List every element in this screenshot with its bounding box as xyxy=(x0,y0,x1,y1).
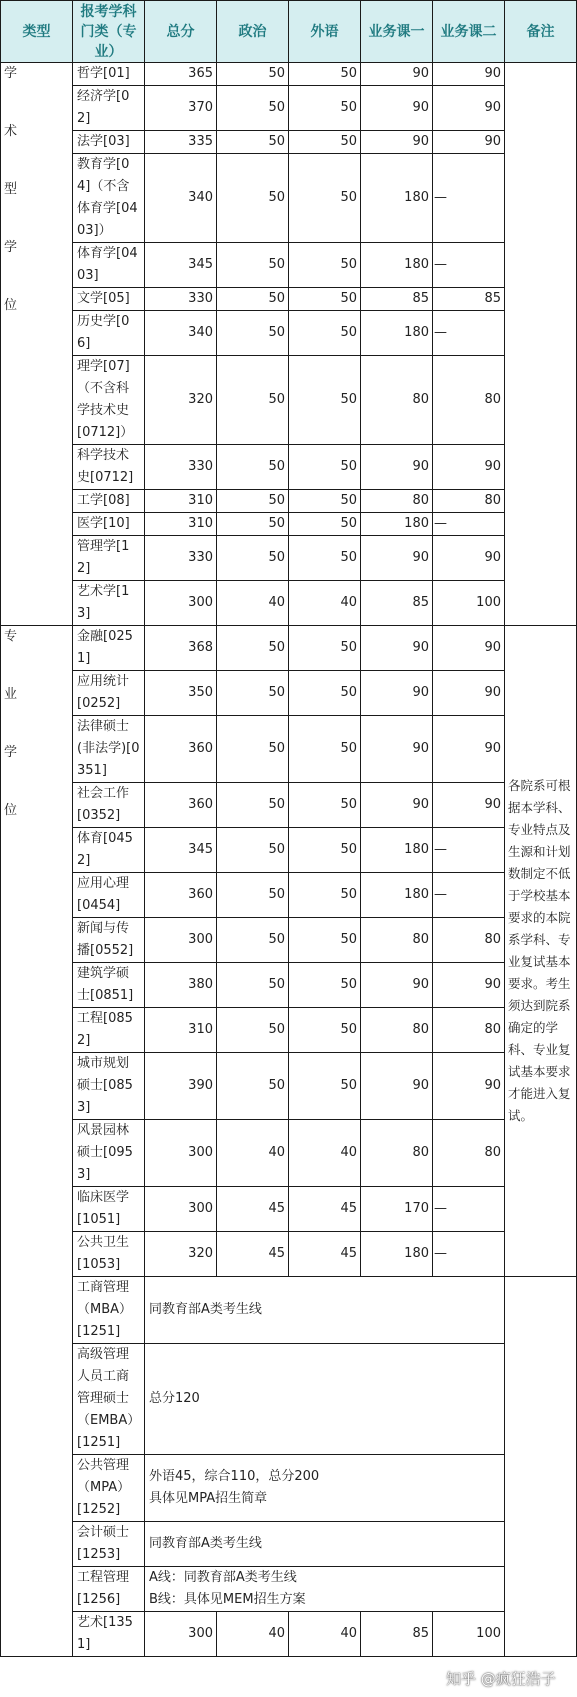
table-row xyxy=(1,131,577,154)
language-cell: 50 xyxy=(289,918,361,963)
type-char: 型 xyxy=(4,182,18,197)
politics-cell: 50 xyxy=(217,154,289,243)
course2-cell: — xyxy=(433,873,505,918)
course2-cell: — xyxy=(433,513,505,536)
course2-cell: — xyxy=(433,243,505,288)
subject-cell: 新闻与传播[0552] xyxy=(73,918,145,963)
course2-cell: 90 xyxy=(433,783,505,828)
course2-cell: 90 xyxy=(433,445,505,490)
table-row xyxy=(1,581,577,626)
course2-cell: 90 xyxy=(433,86,505,131)
language-cell: 50 xyxy=(289,154,361,243)
type-char: 学 xyxy=(4,240,18,255)
course1-cell: 90 xyxy=(361,63,433,86)
course2-cell: 90 xyxy=(433,131,505,154)
course1-cell: 80 xyxy=(361,356,433,445)
total-cell: 365 xyxy=(145,63,217,86)
subject-cell: 艺术[1351] xyxy=(73,1612,145,1657)
politics-cell: 50 xyxy=(217,918,289,963)
total-cell: 310 xyxy=(145,513,217,536)
politics-cell: 50 xyxy=(217,131,289,154)
total-cell: 310 xyxy=(145,490,217,513)
type-cell-professional xyxy=(1,626,73,1657)
remark-empty-cell xyxy=(505,1277,577,1657)
type-cell-academic xyxy=(1,63,73,626)
table-row xyxy=(1,536,577,581)
subject-cell: 理学[07]（不含科学技术史[0712]） xyxy=(73,356,145,445)
language-cell: 40 xyxy=(289,1120,361,1187)
table-row xyxy=(1,1232,577,1277)
language-cell: 40 xyxy=(289,581,361,626)
table-row xyxy=(1,86,577,131)
course2-cell: — xyxy=(433,1187,505,1232)
language-cell: 50 xyxy=(289,626,361,671)
course2-cell: 90 xyxy=(433,716,505,783)
course2-cell: 90 xyxy=(433,1053,505,1120)
politics-cell: 50 xyxy=(217,445,289,490)
table-row xyxy=(1,356,577,445)
language-cell: 50 xyxy=(289,311,361,356)
header-course1: 业务课一 xyxy=(361,1,433,63)
subject-cell: 工程管理[1256] xyxy=(73,1567,145,1612)
total-cell: 300 xyxy=(145,1187,217,1232)
table-row xyxy=(1,243,577,288)
language-cell: 45 xyxy=(289,1232,361,1277)
politics-cell: 40 xyxy=(217,1612,289,1657)
course1-cell: 180 xyxy=(361,243,433,288)
subject-cell: 哲学[01] xyxy=(73,63,145,86)
language-cell: 50 xyxy=(289,716,361,783)
course2-cell: — xyxy=(433,1232,505,1277)
politics-cell: 50 xyxy=(217,783,289,828)
politics-cell: 45 xyxy=(217,1232,289,1277)
language-cell: 50 xyxy=(289,490,361,513)
politics-cell: 50 xyxy=(217,1053,289,1120)
table-row xyxy=(1,1008,577,1053)
header-type: 类型 xyxy=(1,1,73,63)
course2-cell: 85 xyxy=(433,288,505,311)
course2-cell: 100 xyxy=(433,1612,505,1657)
table-row xyxy=(1,1053,577,1120)
header-politics: 政治 xyxy=(217,1,289,63)
course2-cell: 90 xyxy=(433,536,505,581)
course1-cell: 180 xyxy=(361,828,433,873)
course1-cell: 180 xyxy=(361,154,433,243)
subject-cell: 公共管理（MPA）[1252] xyxy=(73,1455,145,1522)
politics-cell: 50 xyxy=(217,716,289,783)
table-row xyxy=(1,490,577,513)
watermark: 知乎 @疯狂浩子 xyxy=(446,1670,556,1688)
course1-cell: 90 xyxy=(361,626,433,671)
course1-cell: 90 xyxy=(361,445,433,490)
total-cell: 335 xyxy=(145,131,217,154)
subject-cell: 风景园林硕士[0953] xyxy=(73,1120,145,1187)
language-cell: 50 xyxy=(289,873,361,918)
course2-cell: 80 xyxy=(433,1008,505,1053)
subject-cell: 金融[0251] xyxy=(73,626,145,671)
politics-cell: 50 xyxy=(217,490,289,513)
course1-cell: 80 xyxy=(361,1008,433,1053)
language-cell: 50 xyxy=(289,131,361,154)
table-row xyxy=(1,288,577,311)
type-char: 学 xyxy=(4,66,18,81)
language-cell: 50 xyxy=(289,1053,361,1120)
total-cell: 340 xyxy=(145,311,217,356)
table-row xyxy=(1,1344,577,1455)
total-cell: 350 xyxy=(145,671,217,716)
course2-cell: — xyxy=(433,828,505,873)
header-row xyxy=(1,1,577,63)
type-char: 业 xyxy=(4,687,18,702)
language-cell: 40 xyxy=(289,1612,361,1657)
language-cell: 50 xyxy=(289,513,361,536)
course1-cell: 80 xyxy=(361,490,433,513)
politics-cell: 50 xyxy=(217,536,289,581)
table-row xyxy=(1,783,577,828)
course1-cell: 90 xyxy=(361,1053,433,1120)
course1-cell: 80 xyxy=(361,918,433,963)
total-cell: 390 xyxy=(145,1053,217,1120)
total-cell: 330 xyxy=(145,445,217,490)
language-cell: 50 xyxy=(289,63,361,86)
course1-cell: 85 xyxy=(361,581,433,626)
subject-cell: 会计硕士[1253] xyxy=(73,1522,145,1567)
total-cell: 340 xyxy=(145,154,217,243)
header-total: 总分 xyxy=(145,1,217,63)
table-row xyxy=(1,445,577,490)
course1-cell: 90 xyxy=(361,716,433,783)
politics-cell: 50 xyxy=(217,311,289,356)
course1-cell: 80 xyxy=(361,1120,433,1187)
politics-cell: 50 xyxy=(217,828,289,873)
combined-requirement-cell xyxy=(145,1277,505,1344)
table-row xyxy=(1,513,577,536)
table-row xyxy=(1,626,577,671)
language-cell: 50 xyxy=(289,828,361,873)
course1-cell: 180 xyxy=(361,513,433,536)
table-row xyxy=(1,1522,577,1567)
course1-cell: 85 xyxy=(361,288,433,311)
header-course2: 业务课二 xyxy=(433,1,505,63)
subject-cell: 经济学[02] xyxy=(73,86,145,131)
subject-cell: 临床医学[1051] xyxy=(73,1187,145,1232)
course1-cell: 90 xyxy=(361,86,433,131)
requirement-line: B线：具体见MEM招生方案 xyxy=(149,1592,306,1607)
subject-cell: 体育[0452] xyxy=(73,828,145,873)
total-cell: 345 xyxy=(145,243,217,288)
subject-cell: 管理学[12] xyxy=(73,536,145,581)
language-cell: 50 xyxy=(289,536,361,581)
requirement-line: 同教育部A类考生线 xyxy=(149,1302,262,1317)
subject-cell: 社会工作[0352] xyxy=(73,783,145,828)
requirement-line: 总分120 xyxy=(149,1391,200,1406)
language-cell: 50 xyxy=(289,783,361,828)
table-row xyxy=(1,716,577,783)
subject-cell: 法律硕士(非法学)[0351] xyxy=(73,716,145,783)
course2-cell: — xyxy=(433,154,505,243)
politics-cell: 50 xyxy=(217,963,289,1008)
table-row xyxy=(1,1567,577,1612)
subject-cell: 体育学[0403] xyxy=(73,243,145,288)
total-cell: 360 xyxy=(145,873,217,918)
politics-cell: 50 xyxy=(217,513,289,536)
subject-cell: 艺术学[13] xyxy=(73,581,145,626)
language-cell: 50 xyxy=(289,356,361,445)
course1-cell: 90 xyxy=(361,536,433,581)
remark-empty-cell xyxy=(505,63,577,626)
table-row xyxy=(1,1277,577,1344)
type-char: 专 xyxy=(4,629,18,644)
subject-cell: 公共卫生[1053] xyxy=(73,1232,145,1277)
total-cell: 310 xyxy=(145,1008,217,1053)
course1-cell: 90 xyxy=(361,131,433,154)
language-cell: 50 xyxy=(289,445,361,490)
course2-cell: 90 xyxy=(433,626,505,671)
course1-cell: 85 xyxy=(361,1612,433,1657)
table-row xyxy=(1,154,577,243)
total-cell: 345 xyxy=(145,828,217,873)
politics-cell: 50 xyxy=(217,1008,289,1053)
course2-cell: 100 xyxy=(433,581,505,626)
politics-cell: 50 xyxy=(217,626,289,671)
type-char: 术 xyxy=(4,124,18,139)
course2-cell: 90 xyxy=(433,963,505,1008)
combined-requirement-cell xyxy=(145,1455,505,1522)
language-cell: 50 xyxy=(289,86,361,131)
table-row xyxy=(1,63,577,86)
total-cell: 300 xyxy=(145,918,217,963)
language-cell: 50 xyxy=(289,963,361,1008)
total-cell: 330 xyxy=(145,288,217,311)
combined-requirement-cell xyxy=(145,1344,505,1455)
course2-cell: 90 xyxy=(433,63,505,86)
subject-cell: 工学[08] xyxy=(73,490,145,513)
course1-cell: 180 xyxy=(361,311,433,356)
politics-cell: 50 xyxy=(217,243,289,288)
subject-cell: 医学[10] xyxy=(73,513,145,536)
header-language: 外语 xyxy=(289,1,361,63)
table-row xyxy=(1,1187,577,1232)
total-cell: 300 xyxy=(145,581,217,626)
total-cell: 320 xyxy=(145,356,217,445)
politics-cell: 50 xyxy=(217,873,289,918)
subject-cell: 法学[03] xyxy=(73,131,145,154)
course2-cell: 80 xyxy=(433,1120,505,1187)
language-cell: 45 xyxy=(289,1187,361,1232)
total-cell: 380 xyxy=(145,963,217,1008)
type-char: 位 xyxy=(4,298,18,313)
course2-cell: 80 xyxy=(433,356,505,445)
subject-cell: 历史学[06] xyxy=(73,311,145,356)
course1-cell: 90 xyxy=(361,671,433,716)
course1-cell: 90 xyxy=(361,963,433,1008)
total-cell: 368 xyxy=(145,626,217,671)
table-row xyxy=(1,1120,577,1187)
table-row xyxy=(1,1455,577,1522)
table-row xyxy=(1,963,577,1008)
requirement-line: 外语45，综合110，总分200 xyxy=(149,1469,320,1484)
table-row xyxy=(1,671,577,716)
course2-cell: — xyxy=(433,311,505,356)
table-row xyxy=(1,1612,577,1657)
subject-cell: 高级管理人员工商管理硕士（EMBA）[1251] xyxy=(73,1344,145,1455)
course1-cell: 180 xyxy=(361,1232,433,1277)
subject-cell: 科学技术史[0712] xyxy=(73,445,145,490)
subject-cell: 应用心理[0454] xyxy=(73,873,145,918)
language-cell: 50 xyxy=(289,288,361,311)
type-char: 位 xyxy=(4,803,18,818)
combined-requirement-cell xyxy=(145,1567,505,1612)
politics-cell: 40 xyxy=(217,1120,289,1187)
politics-cell: 50 xyxy=(217,86,289,131)
total-cell: 330 xyxy=(145,536,217,581)
table-row xyxy=(1,918,577,963)
politics-cell: 40 xyxy=(217,581,289,626)
politics-cell: 50 xyxy=(217,671,289,716)
politics-cell: 45 xyxy=(217,1187,289,1232)
total-cell: 300 xyxy=(145,1612,217,1657)
subject-cell: 工商管理（MBA）[1251] xyxy=(73,1277,145,1344)
header-remark: 备注 xyxy=(505,1,577,63)
table-row xyxy=(1,828,577,873)
subject-cell: 城市规划硕士[0853] xyxy=(73,1053,145,1120)
politics-cell: 50 xyxy=(217,63,289,86)
politics-cell: 50 xyxy=(217,356,289,445)
course2-cell: 80 xyxy=(433,490,505,513)
remark-cell: 各院系可根据本学科、专业特点及生源和计划数制定不低于学校基本要求的本院系学科、专业复试基本要求。考生须达到院系确定的学科、专业复试基本要求才能进入复试。 xyxy=(505,626,577,1277)
type-char: 学 xyxy=(4,745,18,760)
table-row xyxy=(1,873,577,918)
subject-cell: 工程[0852] xyxy=(73,1008,145,1053)
course1-cell: 180 xyxy=(361,873,433,918)
requirement-line: A线：同教育部A类考生线 xyxy=(149,1570,297,1585)
course1-cell: 170 xyxy=(361,1187,433,1232)
table-row xyxy=(1,311,577,356)
politics-cell: 50 xyxy=(217,288,289,311)
subject-cell: 建筑学硕士[0851] xyxy=(73,963,145,1008)
language-cell: 50 xyxy=(289,1008,361,1053)
requirement-line: 同教育部A类考生线 xyxy=(149,1536,262,1551)
subject-cell: 应用统计[0252] xyxy=(73,671,145,716)
total-cell: 360 xyxy=(145,716,217,783)
language-cell: 50 xyxy=(289,243,361,288)
total-cell: 320 xyxy=(145,1232,217,1277)
course2-cell: 80 xyxy=(433,918,505,963)
total-cell: 370 xyxy=(145,86,217,131)
combined-requirement-cell xyxy=(145,1522,505,1567)
course2-cell: 90 xyxy=(433,671,505,716)
subject-cell: 教育学[04]（不含体育学[0403]） xyxy=(73,154,145,243)
total-cell: 360 xyxy=(145,783,217,828)
course1-cell: 90 xyxy=(361,783,433,828)
total-cell: 300 xyxy=(145,1120,217,1187)
language-cell: 50 xyxy=(289,671,361,716)
requirement-line: 具体见MPA招生简章 xyxy=(149,1491,268,1506)
subject-cell: 文学[05] xyxy=(73,288,145,311)
header-subject: 报考学科门类（专业） xyxy=(73,1,145,63)
